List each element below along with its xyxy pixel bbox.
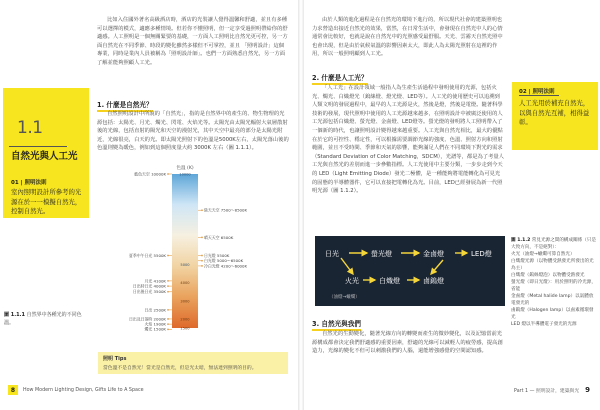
callout-dot — [167, 309, 169, 311]
arrow-sun-to-fire — [341, 258, 353, 274]
page-gutter — [298, 0, 304, 410]
callout-dot — [167, 173, 169, 175]
right-callout-label: 晴天天空 6500K — [204, 234, 234, 240]
natural-light-and-us-paragraph: 自然光的生動變化，隨著光線方向的轉變而產生的微妙變化，以及記憶當前光源構成都會決定我們舒適感的重要因素，舒適的光線可以減輕人的疲勞感，提高創造力，光線的變化不但可以刺激我們的人腦，還能增強感覺的空間認知感。 — [312, 331, 503, 355]
callout-dot — [167, 323, 169, 325]
lighting-rule-02-heading: 02 | 照明法則 — [519, 89, 555, 95]
right-callout-label: 白光燈 5000～6500K — [204, 258, 244, 264]
node-fire: 火光 — [345, 277, 359, 285]
callout-dot — [201, 237, 203, 239]
right-callout-label: 日光燈 5500K — [204, 252, 230, 258]
figure-caption-label: 圖 1.1.1 — [4, 312, 25, 318]
right-callout-label: 冷白光燈 4200～6000K — [204, 263, 248, 269]
caption-item: 螢光燈（即日光燈）：用於照明的冷光源，省能 — [511, 280, 596, 292]
chart-header: 色溫 (K) — [176, 166, 194, 171]
callout-dot — [167, 280, 169, 282]
left-callout-label: 燭光 1500K — [144, 326, 166, 332]
color-temperature-bar — [172, 174, 198, 328]
callout-dot — [201, 209, 203, 211]
figure-caption-2-title: 常見光源之間的構成關係（只是大致方向，不是絕對）： — [511, 238, 597, 250]
callout-dot — [201, 260, 203, 262]
tips-text: 當色溫不是自然光！當光是自然光，但是光太暗，無法達到照明的目的。 — [103, 366, 257, 371]
lighting-rule-02-text: 人工光用於補充自然光，以與自然光互補，相得益彰。 — [519, 99, 590, 126]
node-fluorescent: 螢光燈 — [371, 250, 392, 258]
color-temperature-chart — [90, 160, 296, 332]
left-callout-label: 日出 2500K — [144, 307, 166, 313]
artificial-light-paragraph: 「人工光」在設計領域一般指人為生產生活過程中發明使用的光源，包括火光、燭光、白熾燈光（鎢絲燈、燈光燈、LED等）。人工光的使用歷史可以追溯到人類文明的發展過程中，最早的人工光源是火，然後是燈，然後是電燈。隨著科學技術的發展，現代照明中使用的人工光源越來越多，在照明設計中被廣泛使用的人工光源包括白熾燈、螢光燈、金鹵燈、LED燈等。螢光燈的發明將人工照明帶入了一個新的時代，也讓照明設計變得越來越重要。人工光與自然光相比，最大的優點在於它的可控性、穩定性，可以根據需要調節光線的強度、色溫、照射方向和照射範圍，並且不受時間、季節和天氣的影響，能夠滿足人們在不同環境下對光的需求（Standard Deviation of Color Matching，SDCM），光譜等，都是為了考量人工光與自然光的差別而進一步參數指標。人工光使用中主要分類，一步步走到今天的 LED（Light Emitting Diode）發光二極體，是一種能夠將電能轉化為可見光的固態的半導體器件，它可以直接把電轉化為光。目前，LED已經發展為新一代照明光源（圖 1.1.2）。 — [312, 85, 504, 195]
light-source-diagram — [315, 236, 505, 306]
lighting-rule-01-text: 室內照明設計所參考的光源在於一一模擬自然光，控制自然光。 — [11, 188, 82, 215]
callout-dot — [201, 255, 203, 257]
heading-natural-light — [97, 99, 153, 109]
right-footer — [514, 385, 590, 395]
left-callout-label: 日出後日光 3500K — [132, 289, 166, 295]
callout-dot — [167, 291, 169, 293]
figure-caption-1-1-2 — [511, 237, 597, 328]
caption-item: 白熾燈（鎢絲燈泡）以物體受熱發光 — [511, 273, 585, 278]
tips-title: 照明 Tips — [103, 356, 127, 362]
arrow-metal-halide-to-halogen — [431, 260, 443, 274]
scale-tick-label: 10000 — [179, 172, 191, 177]
left-callout-label: 藍色天空 10000K — [134, 171, 166, 177]
natural-light-paragraph: 自然照明設計中所說的「自然光」，指的是自然界中的產生的、物生物理的光源包括：太陽光、月光、燭光、閃電、火焰光等。太陽光由太陽光輻射大氣層散射後的光線，包括直射的陽光和天空的漫射光，其中天空中最亮的部分是太陽光附近，光線很亮，白天的光。即太陽光照射下的色溫是5000K左右，太陽光落山後的色溫則變為暖色，例如到這個照度量大約 3000K 左右（圖 1.1.1）。 — [97, 111, 289, 152]
node-incandescent: 白熾燈 — [379, 277, 400, 285]
caption-item: 白熾燈光源（以物體受熱發光所發出的光為主） — [511, 259, 594, 271]
left-callout-label: 日出及日落時 2000K — [128, 316, 166, 322]
caption-item: 火光（油燈→蠟燭可算自然光） — [511, 252, 575, 257]
caption-item: LED 燈以半導體電子發光的光源 — [511, 322, 577, 327]
scale-tick-label: 3000 — [180, 299, 190, 304]
callout-dot — [167, 285, 169, 287]
left-callout-label: 夏季中午日光 5500K — [128, 252, 166, 258]
scale-tick-label: 2000 — [180, 317, 190, 322]
left-page-number: 8 — [8, 385, 18, 395]
heading-natural-light-and-us — [312, 318, 361, 328]
figure-caption-2-label: 圖 1.1.2 — [511, 238, 531, 243]
left-callout-label: 日出時日光 4000K — [132, 283, 166, 289]
callout-dot — [167, 318, 169, 320]
lighting-tips-box — [98, 352, 288, 374]
callout-dot — [167, 328, 169, 330]
right-page-number: 9 — [585, 386, 590, 394]
left-callout-label: 月光 4100K — [144, 278, 166, 284]
section-title: 自然光與人工光 — [11, 151, 78, 162]
node-metal-halide: 金鹵燈 — [423, 250, 444, 258]
section-number: 1.1 — [17, 118, 43, 138]
caption-item: 金鹵燈（Metal halide lamp）以氣體放電發光的 — [511, 294, 594, 306]
figure-caption-text: 自然界中各種光的不同色溫。 — [4, 312, 82, 326]
left-footer — [8, 385, 144, 395]
section-tab — [3, 88, 89, 218]
left-intro-paragraph: 比如入住國外著名高級酒店時，酒店的光裝讓人覺得溫馨和舒適，並且有多種可以選擇的模式，適應多種情境。但若你不懂照明，但一定享受過照明帶給你的舒適感。人工照明是一個無關緊要的基礎，一方面人工照明比自然光更可控，另一方面自然光在不同季節、時段的變化雖然多樣但不可掌控，並且 「照明設計」這個專業，同時是業內人員被稱為「照明設計師」。也們一方面熟悉自然光，另一方面了解並能夠照顧人工光。 — [97, 17, 288, 66]
heading-artificial-light — [312, 72, 368, 82]
node-led: LED燈 — [471, 250, 492, 258]
section-number-rule — [9, 146, 67, 147]
light-source-diagram-svg — [315, 236, 505, 306]
lighting-rule-02-box — [512, 82, 598, 150]
heading-natural-light-text: 1. 什麼是自然光？ — [97, 101, 153, 112]
scale-tick-label: 5000 — [180, 263, 190, 268]
right-callout-label: 陰天天空 7500～8500K — [204, 207, 248, 213]
heading-natural-light-and-us-text: 3. 自然光與我們 — [312, 320, 361, 331]
figure-caption-1-1-1 — [4, 312, 88, 327]
left-callout-label: 火焰 1900K — [144, 321, 166, 327]
scale-tick-label: 4000 — [180, 281, 190, 286]
caption-item: 鹵鎢燈（Halogen lamp）以鹵素循環發光 — [511, 308, 594, 320]
node-halogen: 鹵鎢燈 — [423, 277, 444, 285]
heading-artificial-light-text: 2. 什麼是人工光？ — [312, 74, 368, 85]
right-intro-paragraph: 由於人類的進化過程是在自然光的環境下進行的，所以現代社會的建築照明也力求營造出接近自然光的效果，當然，在日常生活中，會發現在自然光中人的心情通常會比較好，也就是說在自然光中的光照感受最舒服。天光、雲霧天自然光照中也會出現，但是由於氣候氣溫的影響因素太大，即此人為太陽光照射在這裡的作用，所以一般照明顧到人工光。 — [312, 17, 503, 58]
callout-dot — [167, 255, 169, 257]
scale-tick-label: 1500 — [180, 326, 190, 331]
lighting-rule-02-rule — [519, 95, 559, 96]
callout-dot — [201, 265, 203, 267]
color-temperature-svg — [90, 160, 296, 332]
book-title: How Modern Lighting Design, Gifts Life to A Space — [23, 387, 144, 393]
lighting-rule-01-heading: 01 | 照明法則 — [11, 180, 47, 186]
diagram-note: （油燈→蠟燭） — [329, 295, 360, 300]
node-sunlight: 日光 — [325, 250, 339, 258]
part-title: Part 1 — 照明設計，建築與光 — [514, 388, 580, 394]
